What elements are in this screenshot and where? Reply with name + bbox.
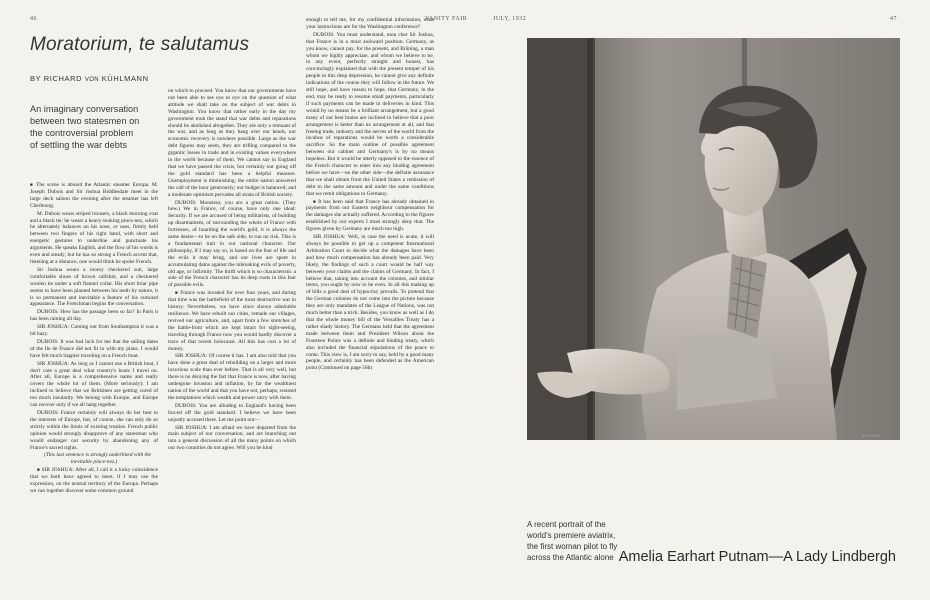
deck-line: between two statesmen on <box>30 116 140 126</box>
byline-von: VON <box>84 77 100 83</box>
byline-name: KÜHLMANN <box>101 74 149 83</box>
deck-line: the controversial problem <box>30 128 134 138</box>
paragraph: SIR JOSHUA: I am afraid we have departed from the main subject of our conversation, and are branching out into a general discussion of all the many points on which our two countries do not agree. Will you be kind <box>168 424 296 452</box>
paragraph: DUBOIS: It was bad luck for me that the sailing dates of the Ile de France did not fit in with my plans. I would have felt much happier traveling on a French boat. <box>30 338 158 359</box>
paragraph: ■ It has been said that France has already obtained in payments from our Eastern neighbour compensation for the damages she actually suffered. According to the figures established by our experts I must strongly deny that. The figures given by Germany are much too high. <box>306 199 434 234</box>
issue-date: JULY, 1932 <box>493 16 527 22</box>
photo-credit: STEICHEN <box>862 434 880 438</box>
article-deck <box>30 103 180 151</box>
paragraph: ■ SIR JOSHUA: After all, I call it a lucky coincidence that we both have agreed to meet, if I may use the expression, on the neutral territory of the Europa. Perhaps we can together discover some common ground <box>30 467 158 495</box>
caption-line: across the Atlantic alone <box>527 553 614 562</box>
paragraph: SIR JOSHUA: Coming out from Southampton it was a bit hazy. <box>30 324 158 338</box>
paragraph: DUBOIS: You must understand, mon cher Sir Joshua, that France is in a most awkward position. Germany, as you know, cannot pay, for the present, and Brüning, a man whom we highly appreciate, and whom we believe to be, in any event, perfectly straight and honest, has convincingly explained that with the present temper of his people in this deep depression, he cannot give any definite indications of the course they will follow in the future. We still hope, and have reason to hope, that Germany, in the end, may be ready to resume small payments, particularly if such payments can be made in deliveries in kind. This would by no means be a brilliant arrangement, but a good many of our best brains are inclined to believe that a poor arrangement is better than no arrangement at all, and that freeing trade, industry and the nerves of the world from the incubus of reparations would be worth a considerable sacrifice. So the main outline of possible agreement between our cabinet and Germany's is by no means hopeless. But it would be utterly opposed to the essence of the French character to enter into any binding agreement before we have—on the other side—the definite assurance that we shall obtain from the United States a remission of debt to the same amount and under the same conditions that we remit obligations to Germany. <box>306 31 434 197</box>
article-column-1 <box>30 182 158 582</box>
caption-line: the first woman pilot to fly <box>527 542 618 551</box>
byline <box>30 74 149 83</box>
article-column-3 <box>306 17 434 582</box>
paragraph: DUBOIS: France certainly will always do her best in the interests of Europe, but, of course, she can only do so strictly within the limits of existing treaties. French public opinion would strongly disapprove of any statesman who would endanger our security by abandoning any of France's sacred rights. <box>30 410 158 451</box>
caption-line: A recent portrait of the <box>527 520 606 529</box>
caption-line: world's premiere aviatrix, <box>527 531 616 540</box>
deck-line: An imaginary conversation <box>30 104 139 114</box>
magazine-name: VANITY FAIR <box>425 16 468 22</box>
byline-prefix: BY RICHARD <box>30 74 83 83</box>
paragraph: DUBOIS: You are alluding to England's having been forced off the gold standard. I believe we have been unjustly accused there. Let me point out— <box>168 402 296 423</box>
article-column-2 <box>168 88 296 582</box>
page-number-left: 46 <box>30 16 37 22</box>
portrait-illustration <box>527 38 900 440</box>
paragraph: SIR JOSHUA: Well, in case the need is acute, it will always be possible to get up a competent International Arbitration Court to decide what the damages have been and how much compensation has already been paid. Very likely, the findings of such a court would be half way between your claims and the claims of Germany. In fact, I believe that, taking into account the colonies, and similar items, you ought by now to be even. In all this making up of bills a good deal of hypocrisy prevails. To pretend that the German colonies do not come into the picture because they are only mandates of the League of Nations, was not much better than a trick. Besides, you know as well as I do that the whole money bill of the Versailles Treaty has a rather shady history. The Germans held that the agreement made between them and President Wilson about the Fourteen Points was a definite and binding treaty, which also included the financial stipulations of the peace to come. This view is, I am sorry to say, held by a good many people, and certainly has been defended as the American point (Continued on page 56b) <box>306 234 434 372</box>
paragraph: DUBOIS: Monsieur, you are a great nation. (They bow.) We in France, of course, have only one ideal: Security. If we are accused of being militarists, of building up disarmament, of surrounding the whole of France with fortresses, of hoarding the world's gold, it is always the same desire—to be on the safe side, to run no risk. This is a fundamental trait in our national character. Our philosophy, if I may say so, is based on the fear of life and the evils it may bring, and our lives are spent in accumulating dams against the inbreaking evils of poverty, old age, or infirmity. The thrift which is so characteristic a side of the French character has its deep roots in this fear of possible evils. <box>168 199 296 289</box>
paragraph: Sir Joshua wears a roomy checkered suit, large comfortable shoes of brown calfskin, and a checkered woolen tie under a soft flannel collar. His short briar pipe seems to have been planted between his teeth by nature, it is so permanent and inevitable a feature of his outward appearance. The Frenchman begins the conversation. <box>30 266 158 308</box>
paragraph: DUBOIS: How has the passage been so far? In Paris it has been raining all day. <box>30 309 158 323</box>
article-title: Moratorium, te salutamus <box>30 34 250 55</box>
paragraph: (This last sentence is strongly underlined with the inevitable pince-nez.) <box>43 452 152 466</box>
portrait-title: Amelia Earhart Putnam—A Lady Lindbergh <box>618 549 896 565</box>
page-number-right: 47 <box>890 16 897 22</box>
paragraph: enough to tell me, for my confidential information, what your instructions are for the Washington conference? <box>306 17 434 30</box>
paragraph: M. Dubois wears striped trousers, a black morning coat and a black tie; he wears a heavy-looking pince-nez, which he alternately balances on his nose, or uses, firmly held between two fingers of his right hand, with short and energetic gestures to underline and punctuate his arguments. He speaks English, and the flow of his words is even and steady, but he has so strong a French accent that, listening at a distance, one would think he spoke French. <box>30 210 158 265</box>
paragraph: SIR JOSHUA: As long as I cannot use a British boat, I don't care a great deal what country's boats I travel on. After all, Europe is a comprehensive name and really covers the whole lot of them. (More seriously): I am inclined to believe that we Britishers are getting cured of too much insularity. We belong with Europe, and Europe can recover only if we all hang together. <box>30 360 158 409</box>
deck-line: of settling the war debts <box>30 140 128 150</box>
paragraph: on which to proceed. You know that our governments have not been able to see eye to eye on the question of what attitude we shall take on the subject of war debts in Washington. You know that rather early in the day my government took the stand that war debts and reparations should be abolished altogether. They are only a remnant of the war, and as long as they hang over our heads, our economic recovery is nowhere possible. Large as the war debt figures may seem, they are trifling compared to the gigantic losses in trade and in existing values everywhere in the world because of them. We cannot say in England that we have passed the crisis, but certainly our going off the gold standard has been a helpful measure. Unemployment is diminishing; the entire nation answered the call of the hour generously; our budget is balanced; and a moderate optimism pervades all strata of British society. <box>168 88 296 198</box>
paragraph: ■ France was invaded for over four years, and during that time was the battlefield of the most destructive war in history. Nevertheless, we have since shown admirable resilience. We have rebuilt our cities, remade our villages, revived our agriculture, and, apart from a few stretches of the battle-front which are kept intact for sight-seeing, traveling through France now you would hardly discover a trace of that recent holocaust. All this has cost a lot of money. <box>168 290 296 352</box>
paragraph: ■ The scene is aboard the Atlantic steamer Europa. M. Joseph Dubois and Sir Joshua Biddlesdale meet in the large deck saloon the evening after the steamer has left Cherbourg. <box>30 182 158 210</box>
paragraph: SIR JOSHUA: Of course it has. I am also told that you have done a great deal of rebuilding on a larger and more luxurious scale than ever before. That is all very well, but there is no denying the fact that France is now, after having undergone invasion and inflation, by far the wealthiest nation of the world and that you have not, perhaps, resisted the temptations which wealth and power carry with them. <box>168 353 296 401</box>
portrait-photo <box>527 38 900 440</box>
